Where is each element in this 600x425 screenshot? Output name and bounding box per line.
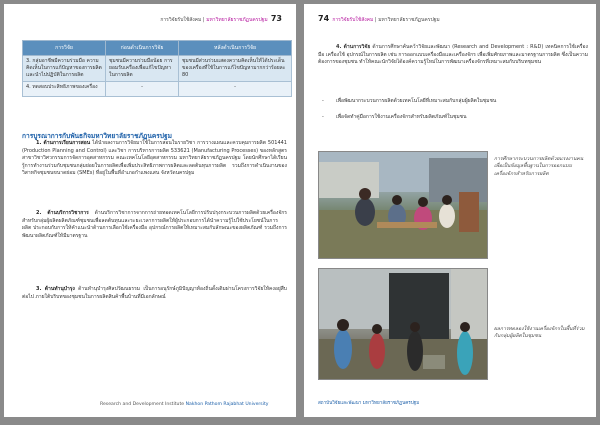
header-university: มหาวิทยาลัยราชภัฏนครปฐม: [378, 17, 440, 23]
section-title: การบูรณาการกับพันธกิจมหาวิทยาลัยราชภัฏนครปฐม: [22, 132, 172, 140]
table-header-research: การวิจัย: [23, 41, 106, 56]
table-cell: 4. ทดสอบประสิทธิภาพของเครื่อง: [23, 82, 106, 97]
paragraph-lead: 2. ด้านบริการวิชาการ: [36, 210, 89, 216]
paragraph-lead: 4. ด้านการวิจัย: [336, 44, 371, 50]
photo-caption: ผลการทดลองใช้งานเครื่องจักรในพื้นที่ร่วมกับกลุ่มผู้ผลิตในชุมชน: [494, 326, 585, 340]
table-header-after: หลังดำเนินการวิจัย: [179, 41, 292, 56]
workshop-scene: [319, 152, 487, 258]
paragraph-body: ด้านทำนุบำรุงศิลปวัฒนธรรม เป็นการอนุรักษ์ภูมิปัญญาท้องถิ่นดั้งเดิมผ่านโครงการวิจัยให้คงอยู่สืบต่อไป ภายใต้บริบทของชุมชนในการผลิตสินค้าพื้นบ้านที่มีเอกลักษณ์: [22, 286, 287, 300]
paragraph-teaching: [22, 140, 287, 178]
table-header-before: ก่อนดำเนินการวิจัย: [106, 41, 179, 56]
right-running-footer: [318, 400, 419, 407]
photo-caption: การศึกษากระบวนการผลิตด้วยแรงงานคนเพื่อเป็นข้อมูลพื้นฐานในการออกแบบเครื่องจักรสำหรับการผลิต: [494, 156, 584, 177]
right-page-number: 74: [318, 14, 330, 23]
footer-prefix: Research and Development Institute: [100, 402, 185, 407]
table-cell: ชุมชนมีส่วนร่วมแสดงความคิดเห็นให้ได้ประเด็นของเครื่องที่ใช้ในการแก้ไขปัญหามากกว่าร้อยละ 80: [179, 56, 292, 82]
footer-text: สถาบันวิจัยและพัฒนา มหาวิทยาลัยราชภัฏนครปฐม: [318, 401, 420, 406]
table-row: [23, 56, 292, 82]
paragraph-body: ด้านการศึกษาค้นคว้าวิจัยและพัฒนา (Research and Development : R&D) เทคนิคการใช้เครื่องมือ เครื่องใช้ อุปกรณ์ในการผลิต เช่น การออกแบบเครื่องมือและเครื่องจักร เพื่อเพิ่มศักยภาพและมาตรฐานการผลิต ซึ่งเป็นความต้องการของชุมชน ทำให้คณะนักวิจัยได้องค์ความรู้ใหม่ในการพัฒนาเครื่องจักรที่เหมาะสมกับบริบทชุมชน: [318, 44, 588, 66]
table-cell: 3. กลุ่มอาชีพมีความร่วมมือ ความคิดเห็นในการแก้ปัญหาของการผลิตและนำไปปฏิบัติในการผลิต: [23, 56, 106, 82]
paragraph-lead: 1. ด้านการเรียนการสอน: [36, 140, 91, 146]
header-prefix: การวิจัยรับใช้สังคม: [332, 17, 374, 23]
list-item-text: เพื่อจัดทำคู่มือการใช้งานเครื่องจักรสำหรับผลิตภัณฑ์ในชุมชน: [336, 114, 467, 120]
research-results-table: [22, 40, 292, 97]
paragraph-research: [318, 44, 588, 67]
left-page-number: 73: [270, 14, 282, 23]
paragraph-body: ได้นำผลงานการวิจัยมาใช้ในการสอนในรายวิชา การวางแผนและควบคุมการผลิต 501441 (Production Planning and Control) และวิชา การบริหารการผลิต 533621 (Manufacturing Processes) ของหลักสูตรสาขาวิชาวิศวกรรมการจัดการอุตสาหกรรม คณะเทคโนโลยีอุตสาหกรรม มหาวิทยาลัยราชภัฏนครปฐม โดยนักศึกษาได้เรียนรู้การทำงานร่วมกับชุมชนกลุ่มย่อยในการผลิตเพื่อเพิ่มประสิทธิภาพการผลิตและลดต้นทุนการผลิต รวมถึงการดำเนินงานของวิสาหกิจชุมชนขนาดย่อม (SMEs) ที่อยู่ในพื้นที่อำเภอกำแพงแสน จังหวัดนครปฐม: [22, 140, 287, 177]
photo-workshop-group: [318, 151, 488, 259]
table-row: [23, 82, 292, 97]
table-cell: -: [179, 82, 292, 97]
left-running-header: [160, 14, 282, 24]
paragraph-culture: [22, 286, 287, 301]
dash-bullet: -: [322, 98, 324, 104]
list-item-text: เพื่อพัฒนากระบวนการผลิตด้วยเทคโนโลยีที่เหมาะสมกับกลุ่มผู้ผลิตในชุมชน: [336, 98, 497, 104]
right-page: [304, 4, 596, 417]
right-running-header: 74 การวิจัยรับใช้สังคม | มหาวิทยาลัยราชภัฏนครปฐม: [318, 14, 440, 23]
photo-field-visit: [318, 268, 488, 380]
footer-university: Nakhon Pathom Rajabhat University: [185, 402, 269, 407]
paragraph-academic-service: [22, 210, 287, 240]
left-page: [4, 4, 296, 417]
header-prefix: การวิจัยรับใช้สังคม: [160, 17, 202, 23]
header-separator: |: [201, 17, 207, 23]
table-cell: -: [106, 82, 179, 97]
table-cell: ชุมชนมีความร่วมมือน้อย การยอมรับเครื่องเพื่อแก้ไขปัญหาในการผลิต: [106, 56, 179, 82]
paragraph-body: ด้านบริการวิชาการจากการถ่ายทอดเทคโนโลยีการปรับปรุงกระบวนการผลิตด้วยเครื่องจักรสำหรับกลุ่มผู้ผลิตผลิตภัณฑ์ชุมชนเพื่อลดต้นทุนและระยะเวลาการผลิตให้ผู้ประกอบการได้นำความรู้ไปใช้ประโยชน์ในการผลิต ประกอบกับการให้คำแนะนำด้านการเลือกใช้เครื่องมือ อุปกรณ์การผลิตให้เหมาะสมกับลักษณะของผลิตภัณฑ์ รวมถึงการพัฒนาผลิตภัณฑ์ให้มีมาตรฐาน: [22, 210, 287, 239]
dash-bullet: -: [322, 114, 324, 120]
paragraph-lead: 3. ด้านทำนุบำรุง: [36, 286, 75, 292]
header-university: มหาวิทยาลัยราชภัฏนครปฐม: [206, 17, 268, 23]
field-visit-scene: [319, 269, 487, 379]
left-running-footer: [100, 402, 269, 407]
